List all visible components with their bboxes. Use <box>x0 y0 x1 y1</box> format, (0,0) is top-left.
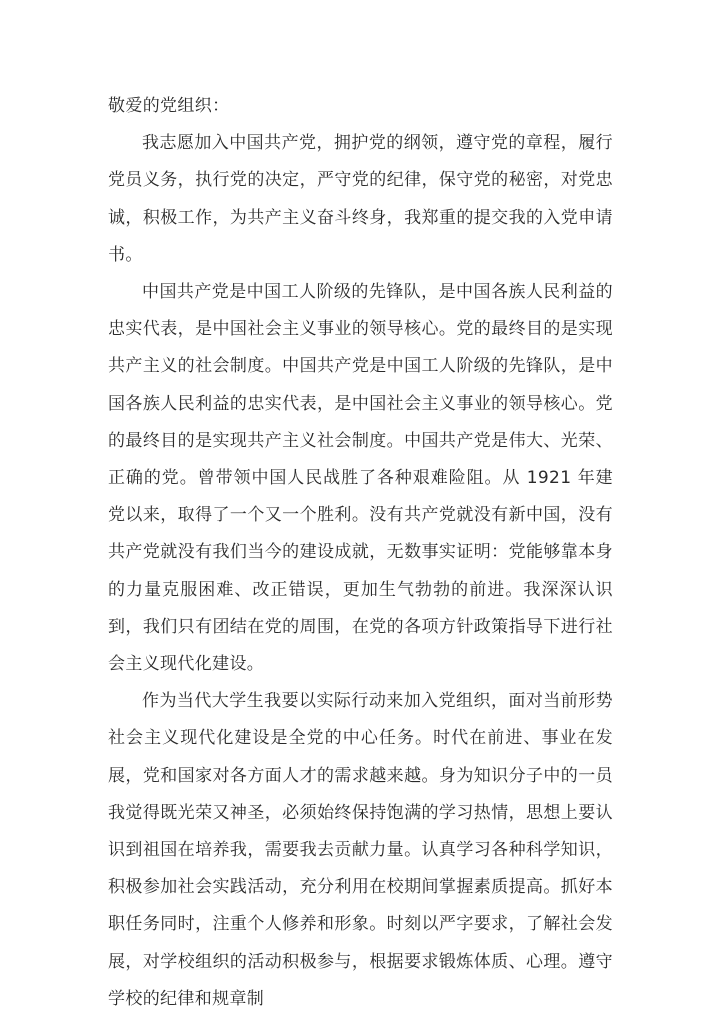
paragraph-2: 中国共产党是中国工人阶级的先锋队，是中国各族人民利益的忠实代表，是中国社会主义事业的领导核心。党的最终目的是实现共产主义的社会制度。中国共产党是中国工人阶级的先锋队，是中国各族人民利益的忠实代表，是中国社会主义事业的领导核心。党的最终目的是实现共产主义社会制度。中国共产党是伟大、光荣、正确的党。曾带领中国人民战胜了各种艰难险阻。从 1921 年建党以来，取得了一个又一个胜利。没有共产党就没有新中国，没有共产党就没有我们当今的建设成就，无数事实证明：党能够靠本身的力量克服困难、改正错误，更加生气勃勃的前进。我深深认识到，我们只有团结在党的周围，在党的各项方针政策指导下进行社会主义现代化建设。 <box>108 282 613 675</box>
salutation: 敬爱的党组织： <box>108 96 230 116</box>
paragraph-3: 作为当代大学生我要以实际行动来加入党组织，面对当前形势社会主义现代化建设是全党的中心任务。时代在前进、事业在发展，党和国家对各方面人才的需求越来越。身为知识分子中的一员我觉得既光荣又神圣，必须始终保持饱满的学习热情，思想上要认识到祖国在培养我，需要我去贡献力量。认真学习各种科学知识，积极参加社会实践活动，充分利用在校期间掌握素质提高。抓好本职任务同时，注重个人修养和形象。时刻以严字要求，了解社会发展，对学校组织的活动积极参与，根据要求锻炼体质、心理。遵守学校的纪律和规章制 <box>108 691 613 1009</box>
paragraph-1: 我志愿加入中国共产党，拥护党的纲领，遵守党的章程，履行党员义务，执行党的决定，严守党的纪律，保守党的秘密，对党忠诚，积极工作，为共产主义奋斗终身，我郑重的提交我的入党申请书。 <box>108 133 613 265</box>
document-page <box>108 88 613 1018</box>
